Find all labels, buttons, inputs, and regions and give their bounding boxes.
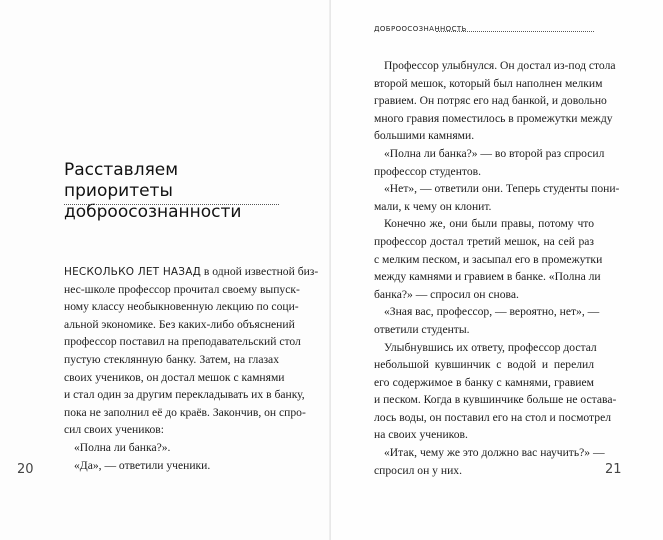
- text-line-content: спросил он у них.: [374, 463, 462, 477]
- text-line: [374, 409, 611, 427]
- text-line: [374, 215, 594, 233]
- text-line: [64, 281, 300, 299]
- text-line: [374, 233, 594, 251]
- text-line: [374, 356, 594, 374]
- text-line-content: лось воды, он поставил его на стол и посмотрел: [374, 410, 611, 424]
- text-line-content: между камнями и гравием в банке. «Полна ли: [374, 270, 601, 284]
- text-line: [374, 92, 607, 110]
- text-line-content: профессор достал третий мешок, на сей раз: [374, 234, 594, 248]
- text-line-content: нес-школе профессор прочитал своему выпуск-: [64, 282, 300, 296]
- chapter-title-line: доброосознанности: [64, 202, 242, 222]
- text-line: [64, 421, 279, 439]
- text-line: [374, 462, 594, 480]
- text-line-content: пустую стеклянную банку. Затем, на глазах: [64, 352, 279, 366]
- paragraph: [374, 444, 605, 479]
- text-line: [374, 339, 597, 357]
- text-line-content: второй мешок, который был наполнен мелким: [374, 76, 603, 90]
- text-line-content: альной экономике. Без каких-либо объяснений: [64, 317, 295, 331]
- left-body-text: [64, 263, 319, 474]
- paragraph: [374, 57, 616, 145]
- text-line: [374, 374, 594, 392]
- text-line-content: его содержимое в банку с камнями, гравием: [374, 375, 594, 389]
- text-line: [374, 127, 594, 145]
- text-line: [374, 268, 601, 286]
- text-line-content: и стал один за другим перекладывать их в банку,: [64, 388, 305, 402]
- text-line-content: много гравия поместилось в промежутки между: [374, 111, 613, 125]
- text-line-content: ответили студенты.: [374, 322, 470, 336]
- page-number-right: 21: [605, 462, 622, 477]
- text-line: [374, 75, 603, 93]
- paragraph: [64, 457, 279, 475]
- text-line-content: Улыбнувшись их ответу, профессор достал: [384, 340, 597, 354]
- text-line: [64, 439, 279, 457]
- text-line-content: на своих учеников.: [374, 428, 468, 442]
- chapter-title-line: Расставляем приоритеты: [64, 160, 179, 201]
- text-line-content: Конечно же, они были правы, потому что: [384, 217, 594, 231]
- text-line: [374, 391, 617, 409]
- text-line-content: «Полна ли банка?» — во второй раз спросил: [384, 146, 605, 160]
- text-line-content: с мелким песком, и засыпал его в промежутки: [374, 252, 603, 266]
- right-page: [331, 0, 663, 540]
- text-line-content: «Зная вас, профессор, — вероятно, нет», —: [384, 305, 600, 319]
- text-line: [64, 404, 306, 422]
- text-line: [64, 386, 305, 404]
- text-line: [374, 163, 594, 181]
- text-line-content: гравием. Он потряс его над банкой, и довольно: [374, 94, 607, 108]
- text-line: [64, 316, 295, 334]
- paragraph: [64, 439, 279, 457]
- text-line-content: и песком. Когда в кувшинчике больше не остава-: [374, 393, 617, 407]
- paragraph: [374, 180, 620, 215]
- text-line: [374, 286, 594, 304]
- text-line-content: ному классу необыкновенную лекцию по соци-: [64, 300, 299, 314]
- text-line: [374, 198, 594, 216]
- text-line: [374, 110, 613, 128]
- text-line-content: в одной известной биз-: [201, 265, 319, 278]
- text-line: [374, 251, 603, 269]
- text-line-content: профессор студентов.: [374, 164, 481, 178]
- paragraph: [374, 303, 600, 338]
- running-head: ДОБРООСОЗНАННОСТЬ: [374, 25, 467, 33]
- text-line: [64, 298, 299, 316]
- paragraph: [374, 339, 617, 445]
- text-line: [374, 57, 616, 75]
- text-line-content: небольшой кувшинчик с водой и перелил: [374, 358, 594, 372]
- paragraph: [374, 145, 605, 180]
- chapter-title: [64, 160, 284, 223]
- text-line: [374, 303, 600, 321]
- text-line-content: большими камнями.: [374, 129, 475, 143]
- text-line-content: Профессор улыбнулся. Он достал из-под стола: [384, 59, 616, 72]
- text-line-content: профессор поставил на преподавательский стол: [64, 335, 301, 349]
- text-line-content: «Полна ли банка?».: [74, 440, 171, 454]
- text-line-content: мали, к чему он клонит.: [374, 199, 492, 213]
- paragraph: [64, 263, 319, 439]
- text-line: [374, 180, 620, 198]
- text-line: [64, 369, 285, 387]
- title-dotted-rule: [64, 204, 279, 205]
- text-line-content: своих учеников, он достал мешок с камнями: [64, 370, 285, 384]
- text-line: [64, 351, 279, 369]
- text-line: [374, 321, 594, 339]
- text-line: [64, 457, 279, 475]
- text-line-content: банка?» — спросил он снова.: [374, 287, 519, 301]
- text-line: [374, 145, 605, 163]
- text-line: [64, 263, 319, 281]
- lead-caps: НЕСКОЛЬКО ЛЕТ НАЗАД: [64, 266, 202, 278]
- text-line: [64, 333, 301, 351]
- left-page: [0, 0, 331, 540]
- text-line-content: «Нет», — ответили они. Теперь студенты пони-: [384, 182, 620, 196]
- text-line-content: сил своих учеников:: [64, 423, 164, 437]
- paragraph: [374, 215, 603, 303]
- text-line: [374, 426, 594, 444]
- text-line-content: пока не заполнил её до краёв. Закончив, он спро-: [64, 405, 306, 419]
- text-line: [374, 444, 605, 462]
- page-number-left: 20: [17, 462, 34, 477]
- text-line-content: «Да», — ответили ученики.: [74, 458, 211, 472]
- running-head-dotted-rule: [436, 31, 594, 32]
- text-line-content: «Итак, чему же это должно вас научить?» —: [384, 446, 605, 460]
